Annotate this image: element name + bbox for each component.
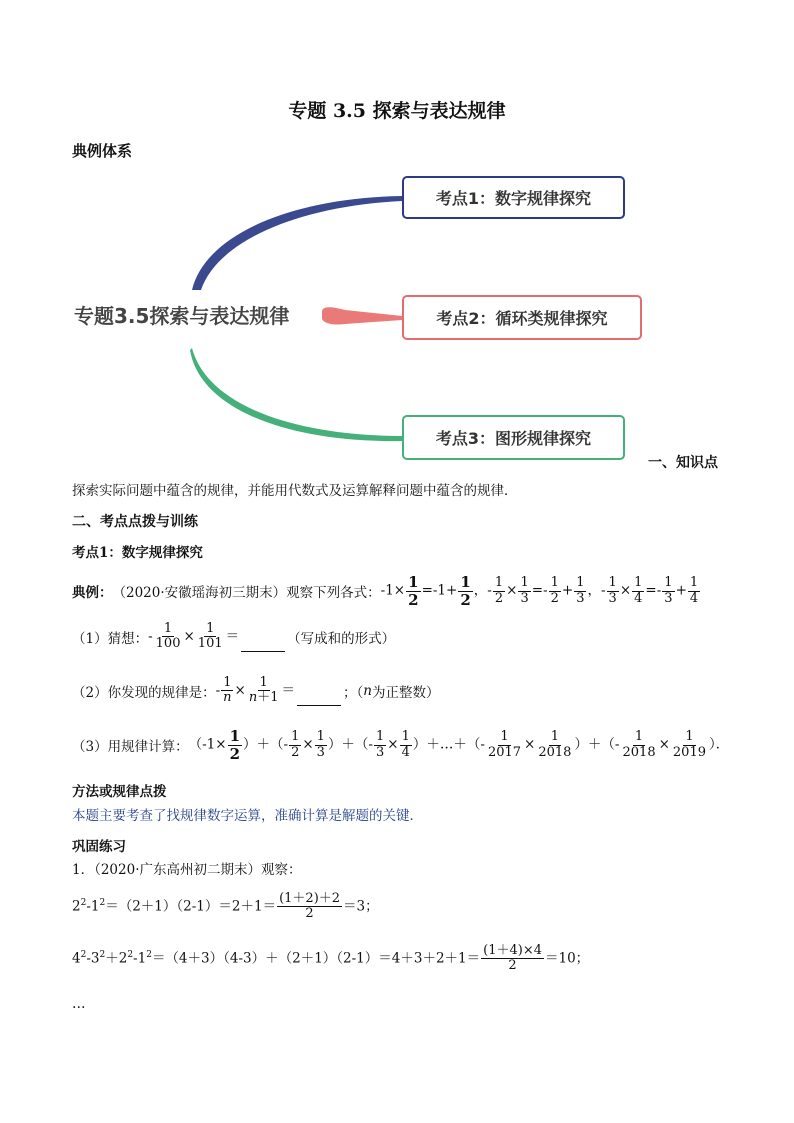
connector-3 (190, 348, 402, 441)
section2-heading: 二、考点点拨与训练 (72, 514, 198, 530)
q1-blank (241, 639, 285, 652)
point1-heading: 考点1：数字规律探究 (72, 545, 203, 561)
q1-prefix: （1）猜想： (72, 630, 149, 647)
mindmap-connectors (0, 0, 794, 520)
q2-note: 为正整数） (371, 684, 440, 701)
question-3 (72, 728, 729, 762)
q2-prefix: （2）你发现的规律是： (72, 684, 216, 701)
example-row (72, 574, 701, 608)
q3-formula: （-1× $\frac{1}{2}$ ）＋（- $\frac{1}{2}$ × $\frac{1}{3}$ ）＋（- $\frac{1}{3}$ × $\frac{1}{4}$ ）＋…＋（- $\frac{1}{2017}$ × $\frac{1}{2018}$ ）＋（- $\frac{1}{2018}$ × $\frac{1}{2019}$ ）． (188, 727, 730, 763)
q2-formula: - $\frac{1}{n}$ × $\frac{1}{n+1}$ ＝ (216, 676, 343, 706)
practice-item-1: 1．（2020·广东高州初二期末）观察： (72, 862, 302, 878)
q1-suffix: （写成和的形式） (287, 630, 396, 647)
mindmap-node-1: 考点1：数字规律探究 (402, 176, 625, 219)
example-label: 典例： (72, 585, 113, 601)
q3-prefix: （3）用规律计算： (72, 739, 189, 755)
mindmap-node-3: 考点3：图形规律探究 (402, 415, 625, 460)
method-text: 本题主要考查了找规律数字运算，准确计算是解题的关键． (72, 808, 423, 824)
page-title: 专题 3.5 探索与表达规律 (288, 100, 506, 122)
formula-1: -1× $\frac{1}{2}$ =-1+ $\frac{1}{2}$ ， (380, 573, 488, 609)
method-heading: 方法或规律点拨 (72, 784, 167, 800)
connector-1 (192, 196, 402, 290)
knowledge-heading: 一、知识点 (648, 455, 718, 471)
question-2: （2）你发现的规律是： - $\frac{1}{n}$ × $\frac{1}{n+1}$ ＝ ；（ n 为正整数） (72, 675, 440, 706)
example-source: （2020·安徽瑶海初三期末）观察下列各式： (112, 585, 381, 601)
section-examples-heading: 典例体系 (72, 142, 133, 160)
mindmap-center: 专题3.5探索与表达规律 (74, 304, 290, 328)
connector-2 (322, 307, 402, 324)
q2-suffix: ；（ (343, 684, 364, 701)
question-1 (72, 622, 395, 652)
practice-formula-2: $4^2-3^2+2^2-1^2=(4+3)(4-3)+(2+1)(2-1)=4+3+2+1=$ $\frac{(1+4)\times 4}{2}$ ＝10； (72, 943, 590, 974)
practice-heading: 巩固练习 (72, 839, 126, 855)
knowledge-text: 探索实际问题中蕴含的规律，并能用代数式及运算解释问题中蕴含的规律． (72, 483, 518, 499)
formula-3: - $\frac{1}{3}$ × $\frac{1}{4}$ =- $\frac{1}{3}$ + $\frac{1}{4}$ (600, 575, 699, 606)
q1-formula: - $\frac{1}{100}$ × $\frac{1}{101}$ ＝ (148, 622, 287, 652)
practice-formula-1: $2^2-1^2=(2+1)(2-1)=2+1=$ $\frac{(1+2)+2}{2}$ ＝3； (72, 891, 379, 922)
mindmap-node-2: 考点2：循环类规律探究 (402, 295, 642, 340)
ellipsis: … (72, 996, 86, 1012)
formula-2: - $\frac{1}{2}$ × $\frac{1}{3}$ =- $\frac{1}{2}$ + $\frac{1}{3}$ ， (487, 575, 601, 606)
q2-blank (297, 693, 341, 706)
